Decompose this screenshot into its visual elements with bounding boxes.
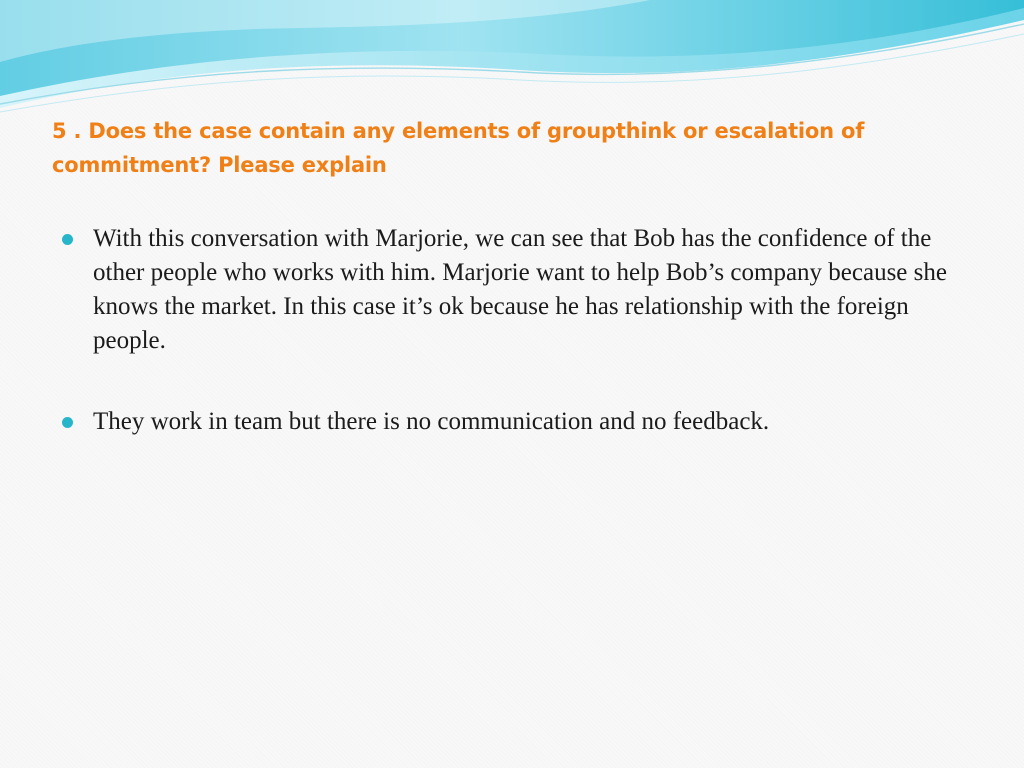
- bullet-list: [62, 222, 957, 439]
- slide-title: 5 . Does the case contain any elements of groupthink or escalation of commitment? Please explain: [52, 119, 865, 177]
- list-item: [62, 222, 957, 358]
- bullet-text: With this conversation with Marjorie, we can see that Bob has the confidence of the other people who works with him. Marjorie want to help Bob’s company because she knows the market. In this case it’s ok because he has relationship with the foreign people.: [93, 225, 947, 354]
- decorative-wave-banner: [0, 0, 1024, 130]
- list-item: [62, 405, 957, 439]
- bullet-icon: [62, 234, 73, 245]
- bullet-icon: [62, 417, 73, 428]
- bullet-text: They work in team but there is no communication and no feedback.: [93, 408, 770, 435]
